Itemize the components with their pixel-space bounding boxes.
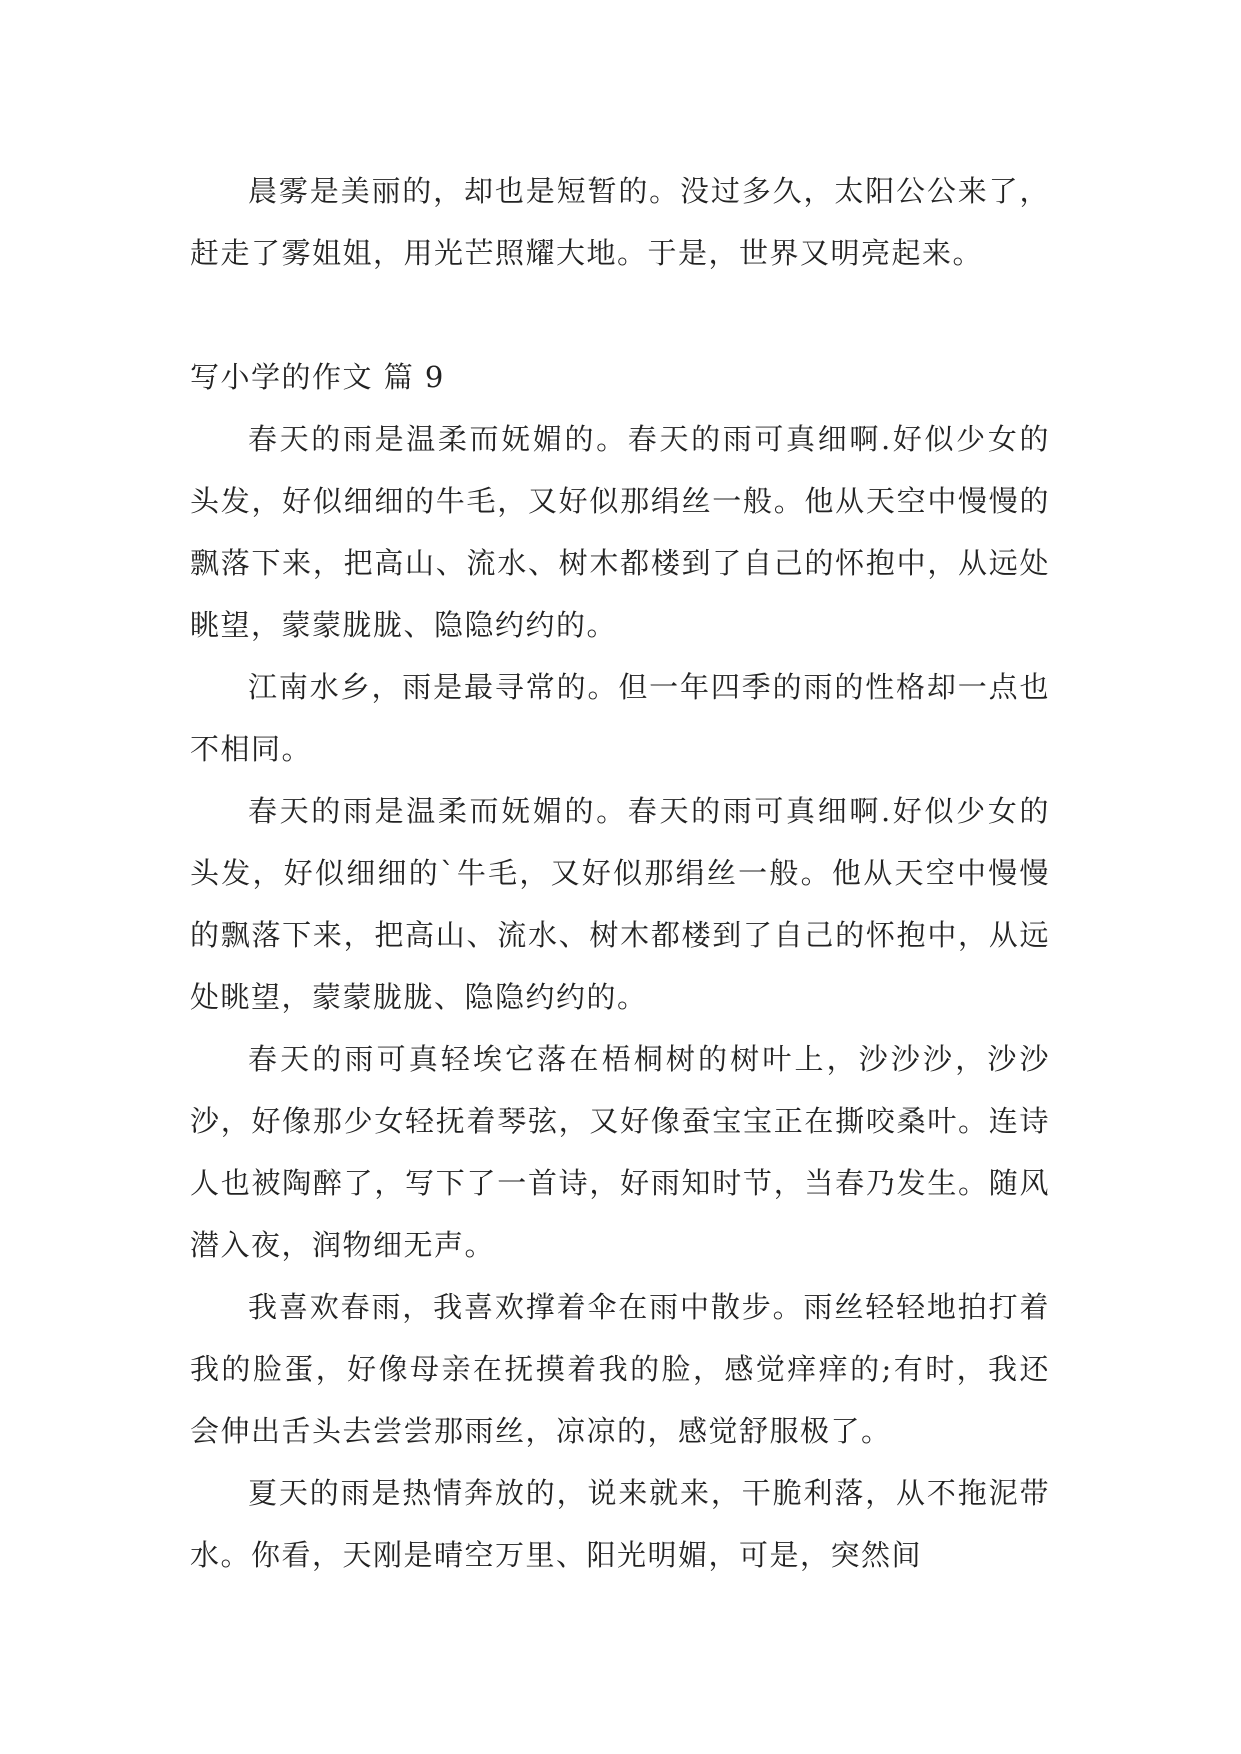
section-spacer	[190, 284, 1050, 346]
paragraph-5: 我喜欢春雨，我喜欢撑着伞在雨中散步。雨丝轻轻地拍打着我的脸蛋，好像母亲在抚摸着我的脸，感觉痒痒的;有时，我还会伸出舌头去尝尝那雨丝，凉凉的，感觉舒服极了。	[190, 1290, 1050, 1448]
paragraph-2: 江南水乡，雨是最寻常的。但一年四季的雨的性格却一点也不相同。	[190, 670, 1050, 766]
paragraph-6: 夏天的雨是热情奔放的，说来就来，干脆利落，从不拖泥带水。你看，天刚是晴空万里、阳光明媚，可是，突然间	[190, 1476, 1050, 1572]
section-heading: 写小学的作文 篇 9	[190, 360, 445, 394]
paragraph-4: 春天的雨可真轻埃它落在梧桐树的树叶上，沙沙沙，沙沙沙，好像那少女轻抚着琴弦，又好像蚕宝宝正在撕咬桑叶。连诗人也被陶醉了，写下了一首诗，好雨知时节，当春乃发生。随风潜入夜，润物细无声。	[190, 1042, 1050, 1262]
paragraph-3: 春天的雨是温柔而妩媚的。春天的雨可真细啊.好似少女的头发，好似细细的`牛毛，又好似那绢丝一般。他从天空中慢慢的飘落下来，把高山、流水、树木都楼到了自己的怀抱中，从远处眺望，蒙蒙胧胧、隐隐约约的。	[190, 794, 1050, 1014]
paragraph-1: 春天的雨是温柔而妩媚的。春天的雨可真细啊.好似少女的头发，好似细细的牛毛，又好似那绢丝一般。他从天空中慢慢的飘落下来，把高山、流水、树木都楼到了自己的怀抱中，从远处眺望，蒙蒙胧胧、隐隐约约的。	[190, 422, 1050, 642]
paragraph-intro: 晨雾是美丽的，却也是短暂的。没过多久，太阳公公来了，赶走了雾姐姐，用光芒照耀大地。于是，世界又明亮起来。	[190, 174, 1050, 270]
document-page	[190, 160, 1050, 1586]
